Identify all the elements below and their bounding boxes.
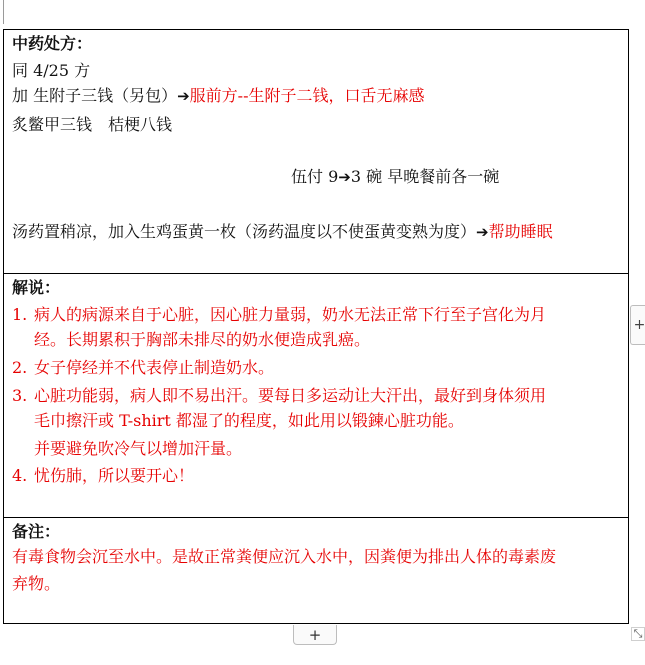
prescription-line-1: 同 4/25 方 — [12, 61, 91, 80]
document-table — [3, 29, 629, 624]
list-item-line: 病人的病源来自于心脏，因心脏力量弱，奶水无法正常下行至子宫化为月 — [34, 305, 547, 324]
arrow-right-icon: ➔ — [338, 168, 351, 186]
list-item-line: 心脏功能弱，病人即不易出汗。要每日多运动让大汗出，最好到身体须用 — [34, 386, 547, 405]
prescription-line-5-note: 帮助睡眠 — [488, 222, 553, 241]
notes-line: 有毒食物会沉至水中。是故正常粪便应沉入水中，因粪便为排出人体的毒素废 — [12, 547, 557, 566]
list-item-number: 1. — [12, 305, 28, 324]
arrow-right-icon: ➔ — [177, 87, 190, 105]
list-item-number: 3. — [12, 386, 28, 405]
page-corner-mark — [0, 0, 4, 24]
dosage-text-post: 3 碗 早晚餐前各一碗 — [350, 167, 500, 186]
insert-row-button[interactable]: + — [630, 305, 645, 345]
list-item-number: 4. — [12, 466, 28, 485]
prescription-line-3: 炙鳖甲三钱 桔梗八钱 — [12, 115, 173, 134]
notes-section — [4, 517, 628, 623]
list-item-line: 忧伤肺，所以要开心！ — [34, 466, 195, 485]
prescription-heading: 中药处方： — [12, 34, 93, 53]
prescription-line-2-note: 服前方--生附子二钱，口舌无麻感 — [189, 86, 425, 105]
dosage-line — [291, 167, 499, 187]
dosage-text-pre: 伍付 9 — [291, 167, 339, 186]
notes-line: 弃物。 — [12, 574, 61, 593]
list-item-line: 毛巾擦汗或 T-shirt 都湿了的程度，如此用以锻鍊心脏功能。 — [34, 411, 464, 430]
resize-handle-icon[interactable]: ⤡ — [631, 627, 645, 641]
explanation-heading: 解说： — [12, 278, 61, 297]
prescription-line-2-text: 加 生附子三钱（另包） — [12, 86, 178, 105]
list-item-line: 经。长期累积于胸部未排尽的奶水便造成乳癌。 — [34, 330, 371, 349]
prescription-line-2 — [12, 86, 425, 106]
notes-heading: 备注： — [12, 522, 61, 541]
arrow-right-icon: ➔ — [476, 223, 489, 241]
list-item-line: 并要避免吹冷气以增加汗量。 — [34, 439, 243, 458]
list-item-number: 2. — [12, 358, 28, 377]
explanation-section — [4, 273, 628, 517]
prescription-line-5 — [12, 222, 553, 242]
prescription-line-5-text: 汤药置稍凉，加入生鸡蛋黄一枚（汤药温度以不使蛋黄变熟为度） — [12, 222, 477, 241]
list-item-line: 女子停经并不代表停止制造奶水。 — [34, 358, 275, 377]
prescription-section — [4, 30, 628, 273]
add-row-button[interactable]: + — [293, 625, 337, 645]
